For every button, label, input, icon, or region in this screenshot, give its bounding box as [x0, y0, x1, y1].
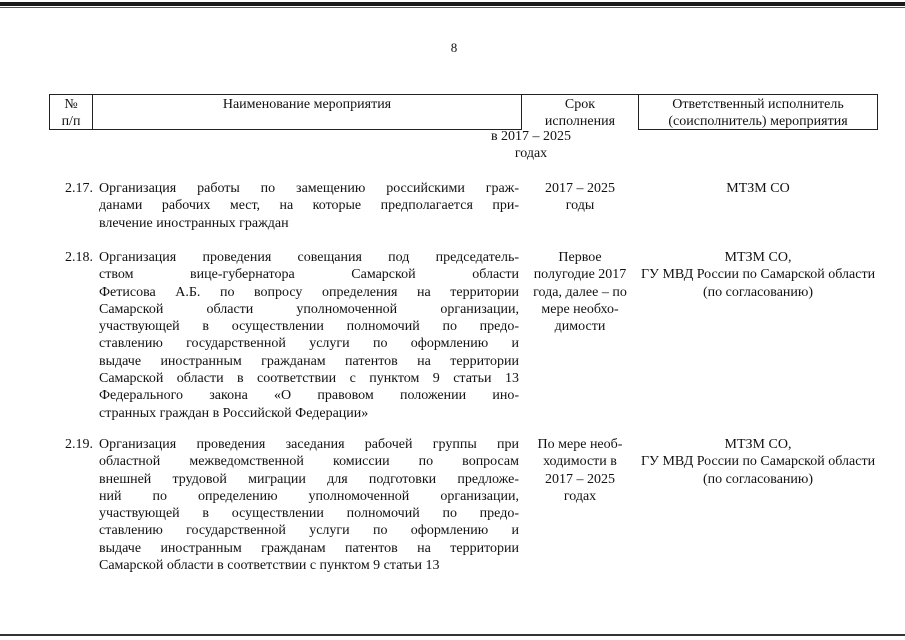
row-number: 2.19.	[65, 437, 93, 452]
header-name-label: Наименование мероприятия	[222, 97, 392, 112]
row-name-line: Самарской области в соответствии с пунктом 9 статьи 13	[99, 371, 519, 387]
header-number-line-2: п/п	[61, 114, 81, 129]
row-responsible-line: МТЗМ СО	[726, 181, 790, 196]
row-term-line: мере необхо-	[541, 301, 619, 317]
page-number: 8	[450, 40, 458, 55]
row-name-line: Организация проведения совещания под председатель-	[99, 250, 519, 265]
row-name-line: Фетисова А.Б. по вопросу определения на территории	[99, 284, 519, 300]
row-name-line: Самарской области уполномоченной организации,	[99, 301, 519, 317]
row-name	[99, 249, 519, 422]
row-name-line: внешней трудовой миграции для подготовки предложе-	[99, 471, 519, 487]
row-responsible-line: МТЗМ СО,	[724, 250, 792, 265]
row-name-line: ставлению государственной услуги по оформлению и	[99, 523, 519, 539]
row-term-line: Первое	[558, 250, 602, 265]
row-responsible	[638, 180, 878, 197]
row-term-line: 2017 – 2025	[545, 181, 615, 196]
row-name-line: Организация проведения заседания рабочей группы при	[99, 437, 519, 452]
header-term-line-1: Срок	[564, 97, 596, 112]
bottom-border-rule	[0, 634, 905, 636]
table-header	[49, 94, 878, 130]
row-responsible	[638, 436, 878, 488]
row-name	[99, 180, 519, 232]
term-continuation-line-1: в 2017 – 2025	[490, 129, 572, 144]
row-term-line: 2017 – 2025	[545, 471, 615, 487]
row-name-line: ством вице-губернатора Самарской области	[99, 267, 519, 283]
top-border-rule-thin	[0, 7, 905, 8]
row-name-line: Организация работы по замещению российскими граж-	[99, 181, 519, 196]
row-name-line: участвующей в осуществлении полномочий по предо-	[99, 506, 519, 522]
row-number: 2.17.	[65, 181, 93, 196]
term-continuation-line-2: годах	[514, 146, 548, 161]
row-responsible-line: МТЗМ СО,	[724, 437, 792, 452]
header-responsible-line-2: (соисполнитель) мероприятия	[668, 114, 848, 129]
row-responsible-line: ГУ МВД России по Самарской области	[640, 454, 876, 470]
header-cell-name	[92, 94, 522, 130]
row-number: 2.18.	[65, 250, 93, 265]
row-name-line: данами рабочих мест, на которые предполагается при-	[99, 198, 519, 214]
row-term	[521, 436, 639, 505]
row-responsible-line: (по согласованию)	[702, 471, 814, 487]
header-term-line-2: исполнения	[544, 114, 616, 129]
header-cell-responsible	[638, 94, 878, 130]
row-term-line: димости	[554, 319, 606, 335]
row-term-line: года, далее – по	[533, 284, 627, 300]
header-term-continuation	[472, 128, 590, 162]
row-term-line: По мере необ-	[537, 437, 623, 452]
header-number-line-1: №	[64, 97, 78, 112]
row-name-line: Федерального закона «О правовом положении ино-	[99, 388, 519, 404]
row-term-line: ходимости в	[543, 454, 617, 470]
row-term	[521, 180, 639, 215]
row-term-line: полугодие 2017	[533, 267, 627, 283]
row-name-line: ний по определению уполномоченной организации,	[99, 488, 519, 504]
row-name-line: влечение иностранных граждан	[99, 215, 289, 231]
row-responsible	[638, 249, 878, 301]
row-term	[521, 249, 639, 335]
row-name-line: странных граждан в Российской Федерации»	[99, 405, 369, 421]
row-name-line: областной межведомственной комиссии по вопросам	[99, 454, 519, 470]
row-name-line: Самарской области в соответствии с пунктом 9 статьи 13	[99, 558, 440, 574]
row-name-line: ставлению государственной услуги по оформлению и	[99, 336, 519, 352]
row-responsible-line: ГУ МВД России по Самарской области	[640, 267, 876, 283]
row-name-line: участвующей в осуществлении полномочий по предо-	[99, 319, 519, 335]
header-cell-term	[521, 94, 639, 130]
row-responsible-line: (по согласованию)	[702, 284, 814, 300]
row-name	[99, 436, 519, 574]
top-border-rule	[0, 2, 905, 6]
row-term-line: годах	[563, 488, 597, 504]
row-name-line: выдаче иностранным гражданам патентов на территории	[99, 353, 519, 369]
header-cell-number	[49, 94, 93, 130]
header-responsible-line-1: Ответственный исполнитель	[672, 97, 844, 112]
row-term-line: годы	[565, 198, 595, 214]
row-name-line: выдаче иностранным гражданам патентов на территории	[99, 540, 519, 556]
